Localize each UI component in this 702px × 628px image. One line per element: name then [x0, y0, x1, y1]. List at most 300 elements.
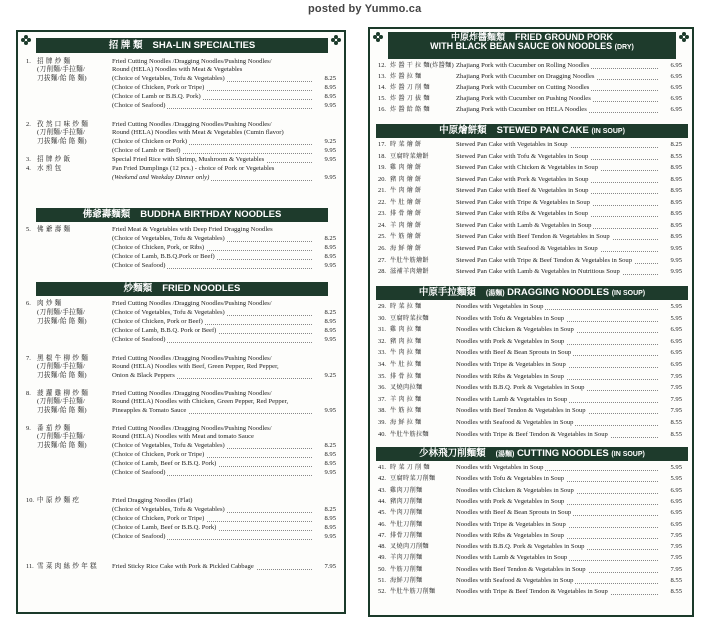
item-price: 9.95 — [324, 147, 336, 154]
item-price: 8.25 — [324, 506, 336, 513]
item-price: 6.95 — [660, 84, 682, 92]
item-description: Round (HELA) Noodles with Meat and tomato Sauce — [112, 433, 254, 440]
menu-line — [18, 66, 344, 74]
item-description: Fried Meat & Vegetables with Deep Fried Dragging Noodles — [112, 226, 273, 233]
menu-line — [370, 326, 692, 334]
menu-line — [18, 425, 344, 433]
item-price: 8.95 — [660, 176, 682, 184]
item-price: 8.95 — [324, 318, 336, 325]
item-price: 8.55 — [660, 588, 682, 596]
item-description: (Choice of Seafood) — [112, 469, 166, 476]
item-price: 8.95 — [324, 84, 336, 91]
menu-line — [370, 210, 692, 218]
watermark: posted by Yummo.ca — [308, 3, 422, 15]
menu-line — [18, 84, 344, 92]
item-chinese-name: 刀拔麵/餄 餎 麵) — [37, 407, 87, 414]
item-description: Stewed Pan Cake with Vegetables in Soup — [456, 141, 568, 148]
item-price: 6.95 — [660, 326, 682, 334]
item-number: 1. — [26, 58, 31, 65]
item-number: 41. — [378, 464, 386, 471]
item-chinese-name: 炸 醬 干 拉 麵(炸醬麵) — [390, 62, 455, 69]
item-chinese-name: 牛肉刀削麵 — [390, 509, 423, 517]
item-description: Stewed Pan Cake with Lamb & Vegetables in Soup — [456, 221, 592, 229]
item-price: 9.95 — [660, 257, 682, 265]
item-number: 46. — [378, 520, 386, 528]
item-description: Stewed Pan Cake with Tofu & Vegetables in Soup — [456, 152, 589, 160]
item-chinese-name: 刀拔麵/餄 餎 麵) — [37, 138, 87, 145]
item-description: (Choice of Chicken, Pork, or Ribs) — [112, 244, 205, 251]
menu-line — [370, 431, 692, 439]
menu-line — [18, 390, 344, 398]
item-price: 9.25 — [324, 138, 336, 145]
item-chinese-name: 羊 肉 拉 麵 — [390, 395, 422, 403]
item-chinese-name: 豆腐時菜拉麵 — [390, 314, 429, 322]
item-description: Noodles with Tripe & Beef Tendon & Vegetables in Soup — [456, 588, 608, 596]
item-description: Noodles with Ribs & Vegetables in Soup — [456, 372, 564, 380]
menu-line — [370, 187, 692, 195]
item-number: 8. — [26, 390, 31, 397]
item-description: Noodles with Ribs & Vegetables in Soup — [456, 531, 564, 539]
item-description: Zhajiang Pork with Cucumber on Pushing Noodles — [456, 95, 591, 103]
item-chinese-name: 刀拔麵/餄 餎 麵) — [37, 442, 87, 449]
menu-line — [370, 73, 692, 81]
section-header-fried-noodles: 炒麵類 FRIED NOODLES — [36, 282, 328, 296]
item-chinese-name: 排骨刀削麵 — [390, 531, 423, 539]
item-price: 8.95 — [324, 460, 336, 467]
menu-line — [18, 497, 344, 505]
item-price: 7.95 — [660, 566, 682, 574]
item-description: Round (HELA) Noodles with Beef, Green Pepper, Red Pepper, — [112, 363, 279, 370]
menu-line — [18, 533, 344, 541]
item-price: 6.95 — [660, 487, 682, 495]
item-description: Noodles with Tofu & Vegetables in Soup — [456, 314, 565, 322]
item-chinese-name: 牛筋刀削麵 — [390, 565, 423, 573]
item-chinese-name: 炸 醬 刀 拔 麵 — [390, 95, 430, 103]
menu-line — [370, 566, 692, 574]
item-price: 6.95 — [660, 338, 682, 346]
item-price: 8.95 — [660, 164, 682, 172]
item-price: 8.55 — [660, 431, 682, 439]
item-description: Noodles with Seafood & Vegetables in Soup — [456, 419, 574, 426]
menu-line — [370, 257, 692, 265]
item-description: Noodles with Tripe & Vegetables in Soup — [456, 361, 566, 368]
item-number: 20. — [378, 175, 386, 183]
item-price: 8.55 — [660, 153, 682, 161]
item-description: (Choice of Seafood) — [112, 102, 166, 109]
item-price: 6.95 — [660, 349, 682, 357]
item-price: 6.95 — [660, 73, 682, 81]
item-chinese-name: 菠 蘿 雞 柳 炒 麵 — [37, 390, 89, 397]
item-number: 36. — [378, 384, 386, 392]
item-chinese-name: 豬肉刀削麵 — [390, 497, 423, 505]
item-chinese-name: 肉 炒 麵 — [37, 300, 62, 307]
item-price: 8.25 — [660, 141, 682, 149]
item-description: (Choice of Seafood) — [112, 533, 166, 540]
item-description: Noodles with Lamb & Vegetables in Soup — [456, 554, 568, 562]
item-chinese-name: 時 菜 刀 削 麵 — [390, 464, 430, 471]
item-description: Noodles with Pork & Vegetables in Soup — [456, 337, 565, 345]
item-number: 30. — [378, 314, 386, 322]
item-description: Noodles with Pork & Vegetables in Soup — [456, 497, 565, 505]
menu-line — [18, 327, 344, 335]
item-description: Fried Cutting Noodles /Dragging Noodles/Pushing Noodles/ — [112, 355, 272, 362]
item-number: 47. — [378, 531, 386, 539]
item-number: 5. — [26, 226, 31, 233]
item-chinese-name: (刀削麵/手拉麵/ — [37, 309, 86, 316]
item-chinese-name: (刀削麵/手拉麵/ — [37, 66, 86, 73]
item-price: 9.95 — [324, 262, 336, 269]
item-description: Stewed Pan Cake with Beef & Vegetables in Soup — [456, 187, 589, 195]
section-header-specialties: 招 牌 類 SHA-LIN SPECIALTIES — [36, 38, 328, 53]
item-description: Stewed Pan Cake with Pork & Vegetables in Soup — [456, 175, 589, 183]
menu-line — [18, 58, 344, 66]
item-chinese-name: 羊肉刀削麵 — [390, 554, 423, 562]
item-chinese-name: 炸 醬 餄 餎 麵 — [390, 106, 430, 114]
item-price: 9.95 — [324, 533, 336, 540]
item-price: 7.95 — [660, 396, 682, 404]
item-description: Noodles with Tofu & Vegetables in Soup — [456, 475, 565, 483]
item-chinese-name: 叉燒肉拉麵 — [390, 384, 423, 392]
item-number: 10. — [26, 497, 34, 504]
menu-line — [18, 262, 344, 270]
menu-line — [18, 121, 344, 129]
item-description: (Choice of Lamb, Beef or B.B.Q. Pork) — [112, 460, 217, 467]
item-chinese-name: 牛 筋 拉 麵 — [390, 407, 422, 415]
menu-line — [18, 515, 344, 523]
menu-line — [18, 174, 344, 182]
item-number: 22. — [378, 198, 386, 206]
item-number: 28. — [378, 268, 386, 276]
item-chinese-name: 刀拔麵/餄 餎 麵) — [37, 372, 87, 379]
item-chinese-name: 番 茄 炒 麵 — [37, 425, 71, 432]
menu-line — [18, 102, 344, 110]
item-description: Fried Cutting Noodles /Dragging Noodles/Pushing Noodles/ — [112, 121, 272, 128]
menu-line — [18, 355, 344, 363]
item-chinese-name: 海 鮮 拉 麵 — [390, 419, 422, 426]
item-description: Noodles with B.B.Q. Pork & Vegetables in Soup — [456, 384, 585, 392]
item-description: Zhajiang Pork with Cucumber on Cutting Noodles — [456, 84, 590, 92]
menu-line — [370, 62, 692, 70]
item-description: Fried Dragging Noodles (Flat) — [112, 497, 193, 504]
item-number: 34. — [378, 361, 386, 368]
menu-line — [370, 464, 692, 472]
item-chinese-name: 牛肚牛筋刀削麵 — [390, 588, 436, 596]
menu-line — [18, 138, 344, 146]
item-number: 3. — [26, 156, 31, 163]
item-chinese-name: 刀拔麵/餄 餎 麵) — [37, 318, 87, 325]
item-description: Noodles with Vegetables in Soup — [456, 464, 544, 471]
item-description: Stewed Pan Cake with Beef Tendon & Vegetables in Soup — [456, 233, 610, 241]
item-price: 9.95 — [324, 469, 336, 476]
menu-line — [18, 442, 344, 450]
item-number: 14. — [378, 84, 386, 92]
item-price: 6.95 — [660, 95, 682, 103]
item-description: Fried Cutting Noodles /Dragging Noodles/Pushing Noodles/ — [112, 58, 272, 65]
item-description: Noodles with Vegetables in Soup — [456, 303, 544, 310]
item-description: Noodles with Beef & Bean Sprouts in Soup — [456, 349, 572, 357]
item-description: Round (HELA) Noodles with Meat & Vegetables (Cumin flavor) — [112, 129, 284, 136]
item-chinese-name: 牛 肚 拉 麵 — [390, 361, 422, 368]
item-chinese-name: 叉燒肉刀削麵 — [390, 543, 429, 551]
item-description: Noodles with Beef Tendon & Vegetables in Soup — [456, 407, 586, 415]
item-description: (Choice of Lamb, B.B.Q.Pork or Beef) — [112, 253, 215, 260]
item-price: 9.25 — [324, 372, 336, 379]
menu-line — [370, 338, 692, 346]
item-chinese-name: 豬 肉 燴 餅 — [390, 175, 422, 183]
item-price: 6.95 — [660, 106, 682, 114]
menu-line — [18, 524, 344, 532]
menu-line — [370, 419, 692, 427]
menu-line — [18, 336, 344, 344]
menu-line — [370, 141, 692, 149]
item-chinese-name: 排 骨 拉 麵 — [390, 372, 422, 380]
menu-line — [18, 129, 344, 137]
item-description: Zhajiang Pork with Cucumber on HELA Noodles — [456, 106, 587, 114]
item-number: 24. — [378, 221, 386, 229]
item-price: 8.95 — [660, 222, 682, 230]
item-description: (Choice of Vegetables, Tofu & Vegetables) — [112, 309, 225, 316]
menu-line — [18, 469, 344, 477]
menu-line — [370, 268, 692, 276]
item-number: 15. — [378, 95, 386, 103]
item-description: Onion & Black Peppers — [112, 372, 175, 379]
item-description: (Choice of Chicken, Pork or Tripe) — [112, 84, 205, 91]
item-price: 5.95 — [660, 315, 682, 323]
item-description: (Choice of Lamb or B.B.Q. Pork) — [112, 93, 201, 100]
item-chinese-name: 豬 肉 拉 麵 — [390, 337, 422, 345]
item-chinese-name: 牛 筋 燴 餅 — [390, 233, 422, 241]
item-description: Noodles with Chicken & Vegetables in Soup — [456, 486, 574, 494]
menu-line — [370, 245, 692, 253]
item-price: 9.95 — [660, 268, 682, 276]
item-price: 8.95 — [660, 187, 682, 195]
item-description: Fried Sticky Rice Cake with Pork & Pickled Cabbage — [112, 563, 254, 570]
item-chinese-name: 海 鮮 燴 餅 — [390, 244, 422, 252]
item-description: Noodles with Chicken & Vegetables in Soup — [456, 326, 574, 334]
item-number: 48. — [378, 543, 386, 551]
fleur-ornament-icon — [372, 31, 384, 43]
item-price: 5.95 — [660, 475, 682, 483]
item-number: 27. — [378, 256, 386, 264]
item-description: Noodles with Beef Tendon & Vegetables in Soup — [456, 565, 586, 573]
item-description: Noodles with Tripe & Vegetables in Soup — [456, 520, 566, 528]
item-description: (Choice of Seafood) — [112, 336, 166, 343]
menu-line — [370, 588, 692, 596]
item-chinese-name: 黑 椒 牛 柳 炒 麵 — [37, 355, 89, 362]
item-price: 7.95 — [660, 407, 682, 415]
menu-line — [370, 361, 692, 369]
item-number: 13. — [378, 73, 386, 81]
item-number: 9. — [26, 425, 31, 432]
item-price: 6.95 — [660, 361, 682, 369]
item-chinese-name: 雞 肉 燴 餅 — [390, 164, 422, 172]
item-description: Pineapples & Tomato Sauce — [112, 407, 187, 414]
item-number: 42. — [378, 475, 386, 483]
menu-line — [18, 433, 344, 441]
item-description: Fried Cutting Noodles /Dragging Noodles/Pushing Noodles/ — [112, 300, 272, 307]
item-number: 25. — [378, 233, 386, 241]
section-header-buddha: 佛爺壽麵類 BUDDHA BIRTHDAY NOODLES — [36, 208, 328, 222]
item-description: (Weekend and Weekday Dinner only) — [112, 174, 210, 181]
item-chinese-name: 中 原 炒 麵 疙 — [37, 497, 80, 504]
item-chinese-name: 招 牌 炒 麵 — [37, 58, 71, 65]
item-number: 32. — [378, 337, 386, 345]
item-number: 51. — [378, 577, 386, 584]
item-chinese-name: 孜 然 口 味 炒 麵 — [37, 121, 89, 128]
item-price: 8.95 — [660, 199, 682, 207]
item-price: 5.95 — [660, 303, 682, 311]
item-price: 7.95 — [660, 554, 682, 562]
item-number: 19. — [378, 164, 386, 172]
item-number: 35. — [378, 372, 386, 380]
item-description: (Choice of Chicken, Pork or Tripe) — [112, 451, 205, 458]
item-price: 6.95 — [660, 509, 682, 517]
item-description: Stewed Pan Cake with Ribs & Vegetables in Soup — [456, 210, 589, 218]
item-price: 7.95 — [660, 384, 682, 392]
item-chinese-name: (刀削麵/手拉麵/ — [37, 363, 86, 370]
item-price: 8.25 — [324, 442, 336, 449]
item-number: 26. — [378, 244, 386, 252]
item-chinese-name: 牛肚牛筋燴餅 — [390, 256, 429, 264]
item-price: 8.25 — [324, 309, 336, 316]
menu-line — [370, 153, 692, 161]
item-price: 9.95 — [324, 336, 336, 343]
left-menu-panel — [16, 30, 346, 614]
item-chinese-name: 炸 醬 拉 麵 — [390, 73, 422, 81]
menu-line — [370, 554, 692, 562]
menu-line — [370, 487, 692, 495]
menu-line — [370, 543, 692, 551]
menu-line — [18, 563, 344, 571]
menu-line — [18, 460, 344, 468]
item-number: 38. — [378, 407, 386, 415]
item-description: (Choice of Chicken, Pork or Beef) — [112, 318, 203, 325]
item-chinese-name: 滋補羊肉燴餅 — [390, 268, 429, 276]
item-chinese-name: 水 煎 包 — [37, 165, 62, 172]
item-description: (Choice of Vegetables, Tofu & Vegetables) — [112, 506, 225, 513]
item-price: 8.25 — [324, 235, 336, 242]
item-number: 17. — [378, 141, 386, 148]
item-description: Noodles with B.B.Q. Pork & Vegetables in Soup — [456, 543, 585, 551]
fleur-ornament-icon — [20, 34, 32, 46]
item-price: 8.95 — [324, 253, 336, 260]
item-description: Pan Fried Dumplings (12 pcs.) - choice of Pork or Vegetables — [112, 165, 275, 172]
item-price: 8.95 — [324, 327, 336, 334]
item-description: Special Fried Rice with Shrimp, Mushroom & Vegetables — [112, 156, 265, 163]
item-number: 43. — [378, 486, 386, 494]
item-price: 8.55 — [660, 577, 682, 585]
item-price: 8.95 — [324, 524, 336, 531]
item-description: (Choice of Lamb, B.B.Q. Pork or Beef) — [112, 327, 217, 334]
menu-line — [18, 451, 344, 459]
item-description: Fried Cutting Noodles /Dragging Noodles/Pushing Noodles/ — [112, 425, 272, 432]
item-chinese-name: 牛肚刀削麵 — [390, 520, 423, 528]
menu-line — [18, 165, 344, 173]
item-number: 4. — [26, 165, 31, 172]
item-price: 9.95 — [660, 245, 682, 253]
item-price: 6.95 — [660, 62, 682, 70]
item-chinese-name: 雪 菜 肉 絲 炒 年 糕 — [37, 563, 97, 570]
menu-line — [370, 199, 692, 207]
item-description: (Choice of Lamb or Beef) — [112, 147, 181, 154]
item-price: 8.95 — [324, 93, 336, 100]
item-description: Noodles with Beef & Bean Sprouts in Soup — [456, 509, 572, 517]
menu-line — [370, 407, 692, 415]
item-description: (Choice of Vegetables, Tofu & Vegetables) — [112, 442, 225, 449]
section-header-stewed-pan-cake: 中原燴餅類 STEWED PAN CAKE (IN SOUP) — [376, 124, 688, 138]
item-description: Zhajiang Pork with Cucumber on Dragging Noodles — [456, 73, 595, 81]
section-header-dragging-noodles: 中原手拉麵類 (湯麵) DRAGGING NOODLES (IN SOUP) — [376, 286, 688, 300]
item-description: Round (HELA) Noodles with Chicken, Green Pepper, Red Pepper, — [112, 398, 289, 405]
menu-line — [18, 147, 344, 155]
item-price: 7.95 — [660, 543, 682, 551]
menu-line — [18, 372, 344, 380]
menu-line — [18, 407, 344, 415]
item-number: 16. — [378, 106, 386, 114]
item-number: 37. — [378, 395, 386, 403]
item-number: 12. — [378, 62, 386, 69]
item-number: 40. — [378, 430, 386, 438]
item-chinese-name: 牛 肉 燴 餅 — [390, 187, 422, 195]
item-price: 6.95 — [660, 498, 682, 506]
item-description: Noodles with Lamb & Vegetables in Soup — [456, 395, 568, 403]
menu-line — [370, 233, 692, 241]
menu-line — [18, 318, 344, 326]
item-chinese-name: 海鮮刀削麵 — [390, 577, 423, 584]
item-number: 33. — [378, 349, 386, 357]
item-number: 21. — [378, 187, 386, 195]
item-number: 52. — [378, 588, 386, 596]
item-number: 50. — [378, 565, 386, 573]
item-price: 8.95 — [660, 210, 682, 218]
item-price: 8.95 — [324, 244, 336, 251]
menu-line — [370, 498, 692, 506]
item-chinese-name: 炸 醬 刀 削 麵 — [390, 84, 430, 92]
item-chinese-name: 牛肚牛筋拉麵 — [390, 430, 429, 438]
item-description: Stewed Pan Cake with Lamb & Vegetables in Nutritious Soup — [456, 268, 620, 276]
item-description: Stewed Pan Cake with Tripe & Vegetables in Soup — [456, 198, 590, 206]
menu-line — [18, 75, 344, 83]
item-chinese-name: 雞 肉 拉 麵 — [390, 326, 422, 334]
menu-line — [370, 373, 692, 381]
item-price: 7.95 — [660, 532, 682, 540]
menu-line — [18, 253, 344, 261]
menu-line — [18, 93, 344, 101]
section-header-fried-pork: 中原炸醬麵類 FRIED GROUND PORK WITH BLACK BEAN SAUCE ON NOODLES (DRY) — [388, 32, 676, 59]
item-number: 6. — [26, 300, 31, 307]
menu-line — [370, 577, 692, 585]
item-chinese-name: 時 菜 拉 麵 — [390, 303, 422, 310]
item-description: (Choice of Chicken or Pork) — [112, 138, 188, 145]
menu-line — [370, 475, 692, 483]
item-price: 7.95 — [324, 563, 336, 570]
menu-line — [370, 95, 692, 103]
item-price: 8.55 — [660, 419, 682, 427]
item-chinese-name: 羊 肉 燴 餅 — [390, 221, 422, 229]
menu-line — [370, 509, 692, 517]
item-chinese-name: 時 菜 燴 餅 — [390, 141, 422, 148]
item-description: Stewed Pan Cake with Chicken & Vegetables in Soup — [456, 164, 598, 172]
menu-line — [18, 363, 344, 371]
menu-line — [370, 164, 692, 172]
menu-line — [18, 309, 344, 317]
item-chinese-name: 豆腐時菜刀削麵 — [390, 475, 436, 483]
menu-line — [370, 315, 692, 323]
menu-line — [370, 176, 692, 184]
item-chinese-name: 牛 肚 燴 餅 — [390, 198, 422, 206]
menu-line — [18, 300, 344, 308]
menu-line — [370, 84, 692, 92]
